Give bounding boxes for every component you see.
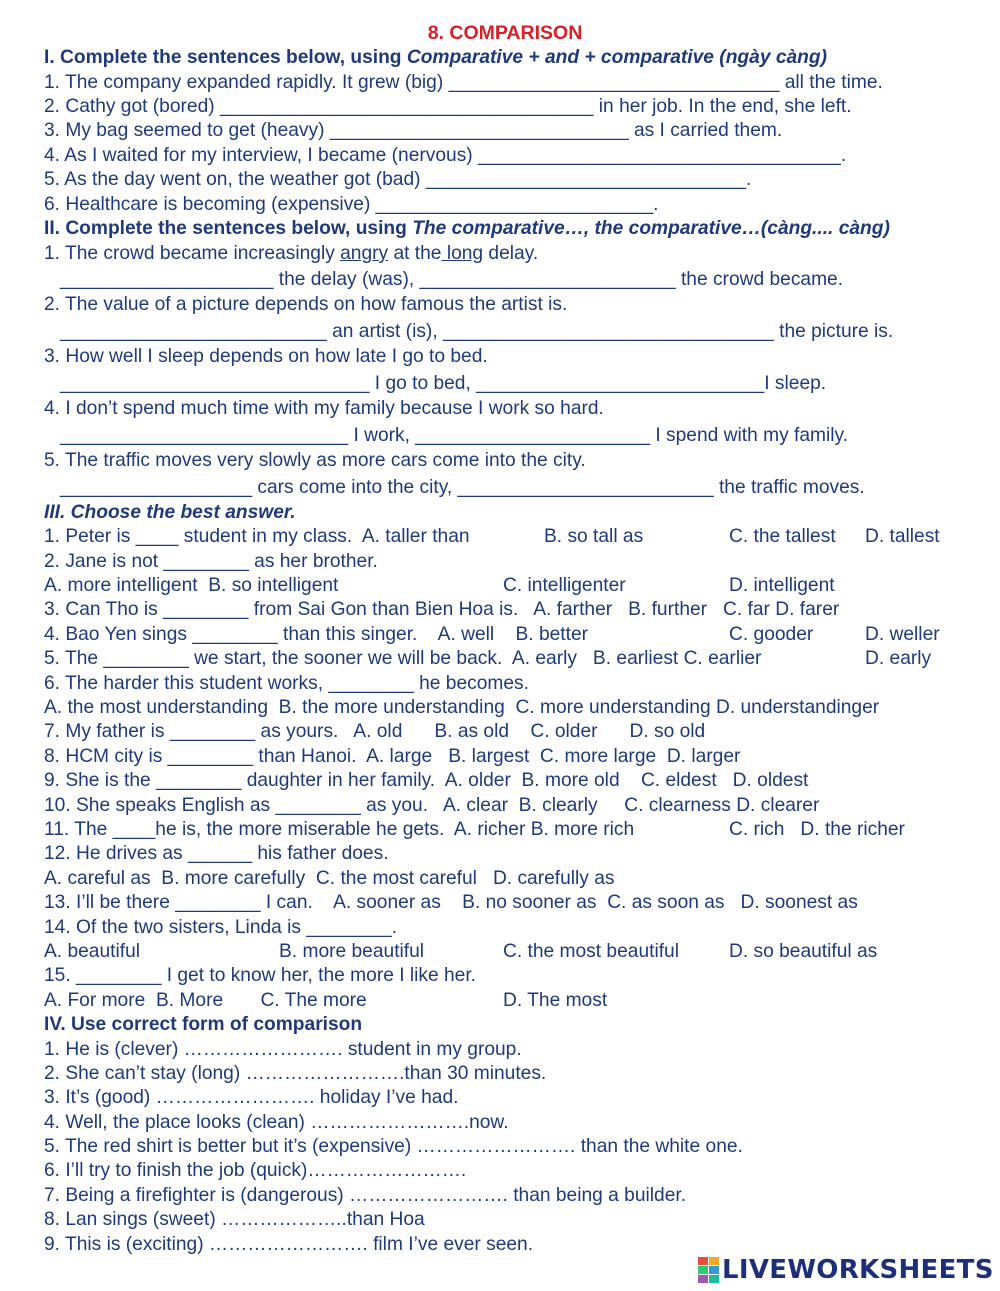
s3-q14-a: A. beautiful: [44, 941, 141, 962]
s3-q1-text: 1. Peter is ____ student in my class. A. taller than: [44, 526, 470, 547]
s3-q14-b: B. more beautiful: [279, 941, 425, 962]
s3-q11-cd: C. rich D. the richer: [729, 819, 905, 840]
s3-q15: 15. ________ I get to know her, the more I like her.: [44, 965, 476, 986]
s3-q2-a: A. more intelligent B. so intelligent: [44, 575, 339, 596]
s3-q3: 3. Can Tho is ________ from Sai Gon than Bien Hoa is. A. farther B. further C. far D. farer: [44, 599, 840, 620]
s3-q1-d: D. tallest: [865, 526, 940, 547]
s3-q12: 12. He drives as ______ his father does.: [44, 843, 389, 864]
s3-q9: 9. She is the ________ daughter in her family. A. older B. more old C. eldest D. oldest: [44, 770, 809, 791]
s3-q5-text: 5. The ________ we start, the sooner we will be back. A. early B. earliest C. earlier: [44, 648, 762, 669]
s2-item-5: 5. The traffic moves very slowly as more cars come into the city.: [44, 450, 586, 471]
s2-item-1-angry: angry: [340, 243, 389, 264]
s2-item-1-b: at the: [388, 243, 442, 264]
s2-item-1: [44, 242, 538, 266]
section-2-heading-italic: The comparative…, the comparative…(càng.... càng): [412, 218, 890, 239]
section-4-heading: IV. Use correct form of comparison: [44, 1014, 363, 1035]
s3-q6-options: A. the most understanding B. the more understanding C. more understanding D. understandinger: [44, 697, 880, 718]
s3-q15-abc: A. For more B. More C. The more: [44, 990, 367, 1011]
s2-item-2: 2. The value of a picture depends on how famous the artist is.: [44, 294, 568, 315]
s2-answer-2: _________________________ an artist (is), _______________________________ the picture is.: [44, 321, 894, 342]
s3-q6: 6. The harder this student works, ________ he becomes.: [44, 673, 529, 694]
s2-item-1-c: delay.: [483, 243, 539, 264]
s4-item-2: 2. She can’t stay (long) …………………….than 30 minutes.: [44, 1063, 547, 1084]
s3-q8: 8. HCM city is ________ than Hanoi. A. large B. largest C. more large D. larger: [44, 746, 741, 767]
s1-item-5: 5. As the day went on, the weather got (bad) ______________________________.: [44, 169, 752, 190]
s2-answer-5: __________________ cars come into the city, ________________________ the traffic moves.: [44, 477, 865, 498]
s4-item-1: 1. He is (clever) ……………………. student in my group.: [44, 1039, 522, 1060]
page-title: 8. COMPARISON: [427, 22, 583, 44]
s3-q4-d: D. weller: [865, 624, 940, 645]
s3-q7: 7. My father is ________ as yours. A. old B. as old C. older D. so old: [44, 721, 706, 742]
section-2-heading-text: II. Complete the sentences below, using: [44, 218, 413, 239]
s2-item-4: 4. I don’t spend much time with my family because I work so hard.: [44, 398, 604, 419]
s3-q2-c: C. intelligenter: [503, 575, 626, 596]
s2-answer-3: _____________________________ I go to bed, ___________________________I sleep.: [44, 373, 827, 394]
s2-answer-4: ___________________________ I work, ______________________ I spend with my family.: [44, 425, 849, 446]
section-1-heading: [44, 46, 827, 70]
section-3-heading: III. Choose the best answer.: [44, 502, 296, 523]
s3-q2-d: D. intelligent: [729, 575, 835, 596]
s2-answer-1: ____________________ the delay (was), ________________________ the crowd became.: [44, 269, 844, 290]
s3-q1-c: C. the tallest: [729, 526, 836, 547]
s3-q5-d: D. early: [865, 648, 932, 669]
s3-q2: 2. Jane is not ________ as her brother.: [44, 551, 378, 572]
s1-item-3: 3. My bag seemed to get (heavy) ____________________________ as I carried them.: [44, 120, 783, 141]
section-2-heading: [44, 217, 890, 241]
s3-q11-text: 11. The ____he is, the more miserable he gets. A. richer B. more rich: [44, 819, 635, 840]
s3-q15-d: D. The most: [503, 990, 608, 1011]
s2-item-1-long: long: [441, 243, 484, 264]
s3-q13: 13. I’ll be there ________ I can. A. sooner as B. no sooner as C. as soon as D. soonest as: [44, 892, 858, 913]
logo-mark-icon: [698, 1257, 719, 1283]
s3-q4-c: C. gooder: [729, 624, 814, 645]
s4-item-4: 4. Well, the place looks (clean) …………………….now.: [44, 1112, 509, 1133]
s4-item-7: 7. Being a firefighter is (dangerous) ……………………. than being a builder.: [44, 1185, 687, 1206]
s1-item-2: 2. Cathy got (bored) ___________________________________ in her job. In the end, she left.: [44, 96, 852, 117]
liveworksheets-logo: [698, 1255, 994, 1285]
section-1-heading-italic: Comparative + and + comparative (ngày càng): [406, 47, 827, 68]
s3-q14-d: D. so beautiful as: [729, 941, 878, 962]
s3-q10: 10. She speaks English as ________ as you. A. clear B. clearly C. clearness D. clearer: [44, 795, 820, 816]
logo-text: LIVEWORKSHEETS: [722, 1255, 994, 1285]
s4-item-8: 8. Lan sings (sweet) ………………..than Hoa: [44, 1209, 425, 1230]
s4-item-6: 6. I’ll try to finish the job (quick)…………………….: [44, 1160, 467, 1181]
s3-q1-b: B. so tall as: [544, 526, 644, 547]
s1-item-6: 6. Healthcare is becoming (expensive) __________________________.: [44, 194, 659, 215]
s3-q14-c: C. the most beautiful: [503, 941, 679, 962]
s4-item-5: 5. The red shirt is better but it’s (expensive) ……………………. than the white one.: [44, 1136, 743, 1157]
s2-item-3: 3. How well I sleep depends on how late I go to bed.: [44, 346, 488, 367]
s4-item-9: 9. This is (exciting) ……………………. film I’ve ever seen.: [44, 1234, 534, 1255]
s1-item-4: 4. As I waited for my interview, I became (nervous) __________________________________.: [44, 145, 847, 166]
section-1-heading-text: I. Complete the sentences below, using: [44, 47, 407, 68]
s3-q4-text: 4. Bao Yen sings ________ than this singer. A. well B. better: [44, 624, 589, 645]
s2-item-1-a: 1. The crowd became increasingly: [44, 243, 341, 264]
s1-item-1: 1. The company expanded rapidly. It grew (big) _______________________________ all the time.: [44, 72, 883, 93]
s4-item-3: 3. It’s (good) ……………………. holiday I’ve had.: [44, 1087, 459, 1108]
s3-q12-options: A. careful as B. more carefully C. the most careful D. carefully as: [44, 868, 615, 889]
s3-q14: 14. Of the two sisters, Linda is ________.: [44, 917, 398, 938]
